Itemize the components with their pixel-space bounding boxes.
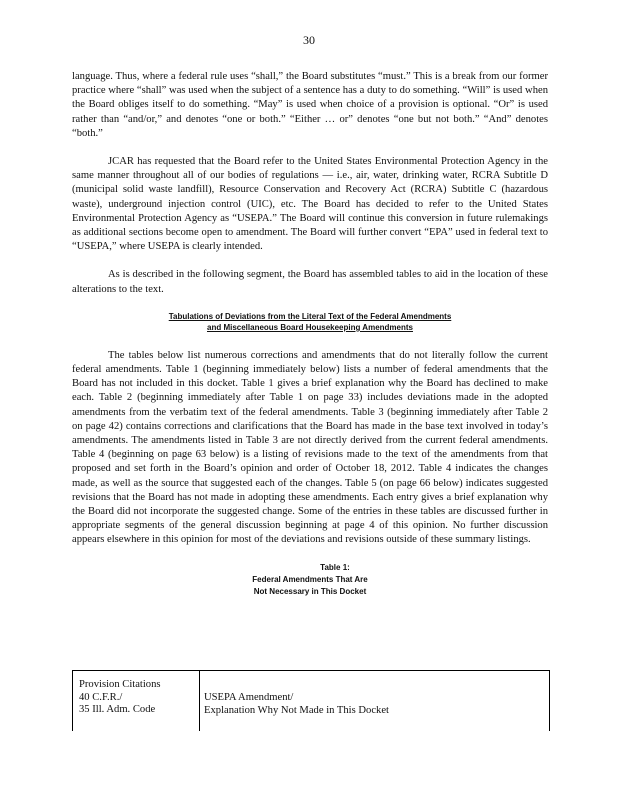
table1-label: Table 1: xyxy=(320,562,350,572)
table1-header-citations-line3: 35 Ill. Adm. Code xyxy=(79,704,156,715)
page-number: 30 xyxy=(303,33,315,47)
section-heading xyxy=(72,311,548,333)
table1-title xyxy=(72,562,548,598)
document-body xyxy=(72,70,548,598)
table1-header-amendment-line2: Explanation Why Not Made in This Docket xyxy=(204,704,389,716)
paragraph-tables-intro: As is described in the following segment, the Board has assembled tables to aid in the location of these alterations to the text. xyxy=(72,269,548,295)
table1-header-citations-line1: Provision Citations xyxy=(79,679,161,690)
table1-title-line1: Federal Amendments That Are xyxy=(252,574,368,584)
table1-title-line2: Not Necessary in This Docket xyxy=(253,586,367,596)
table1-header-amendment xyxy=(204,692,534,717)
table1-header-amendment-line1: USEPA Amendment/ xyxy=(204,692,294,703)
paragraph-usepa-reference: JCAR has requested that the Board refer to the United States Environmental Protection Agency in the same manner throughout all of our bodies of regulations — i.e., air, water, drinking water, RCRA Subtitle D (municipal solid waste landfill), Resource Conservation and Recovery Act (RCRA) Subtitle C (hazardous waste), underground injection control (UIC), etc. The Board has decided to refer to the United States Environmental Protection Agency as “USEPA.” The Board will continue this conversion in future rulemakings as additional sections become open to amendment. The Board will further convert “EPA” used in federal text to “USEPA,” where USEPA is clearly intended. xyxy=(72,156,548,253)
paragraph-usage-conventions: language. Thus, where a federal rule uses “shall,” the Board substitutes “must.” This is a break from our former practice where “shall” was used when the subject of a sentence has a duty to do something. “Will” is used when the Board obliges itself to do something. “May” is used when choice of a provision is optional. “Or” is used rather than “and/or,” and denotes “one or both.” “Either … or” denotes “one but not both.” “And” denotes “both.” xyxy=(72,71,548,139)
section-heading-line2: and Miscellaneous Board Housekeeping Amendments xyxy=(207,322,413,332)
table1-header-citations xyxy=(79,679,197,717)
paragraph-tables-description: The tables below list numerous corrections and amendments that do not literally follow the current federal amendments. Table 1 (beginning immediately below) lists a number of federal amendments that the Board has not included in this docket. Table 1 gives a brief explanation why the Board has declined to make each. Table 2 (beginning immediately after Table 1 on page 33) includes deviations made in the adopted amendments from the verbatim text of the federal amendments. Table 3 (beginning immediately after Table 2 on page 42) contains corrections and clarifications that the Board has made in the base text involved in today’s amendments. The amendments listed in Table 3 are not directly derived from the current federal amendments. Table 4 (beginning on page 63 below) is a listing of revisions made to the text of the amendments from that proposed and set forth in the Board’s opinion and order of October 18, 2012. Table 4 indicates the changes made, as well as the source that suggested each of the changes. Table 5 (on page 66 below) indicates suggested revisions that the Board has not made in adopting these amendments. Each entry gives a brief explanation why the Board did not incorporate the suggested change. Some of the entries in these tables are discussed further in appropriate segments of the general discussion beginning at page 4 of this opinion. No further discussion appears elsewhere in this opinion for most of the deviations and revisions outside of these summary listings. xyxy=(72,349,548,546)
section-heading-line1: Tabulations of Deviations from the Literal Text of the Federal Amendments xyxy=(168,311,452,321)
table1-header-citations-line2: 40 C.F.R./ xyxy=(79,691,123,703)
table1 xyxy=(72,670,550,731)
table1-column-divider xyxy=(199,671,200,731)
